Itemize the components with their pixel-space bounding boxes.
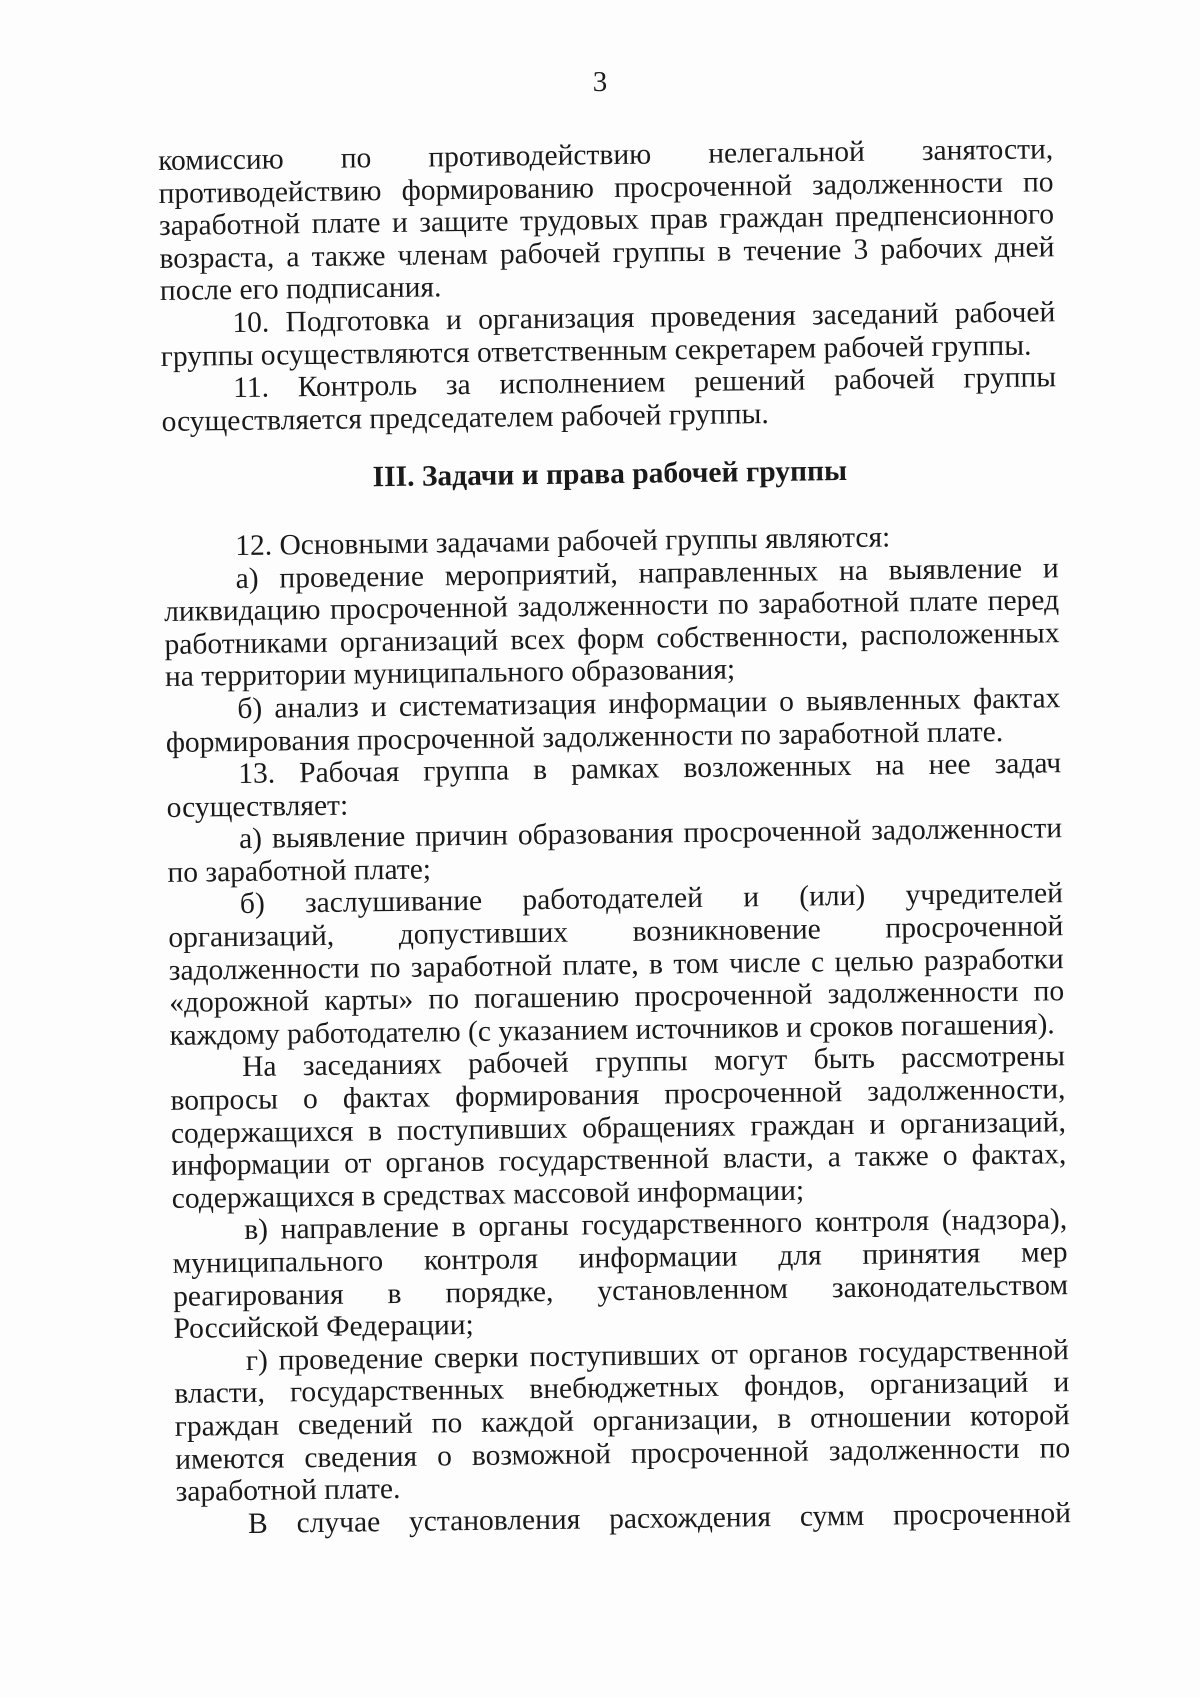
paragraph-item-13-b: б) заслушивание работодателей и (или) учредителей организаций, допустивших возникновение просроченной задолженности по заработной плате, в том числе с целью разработки «дорожной карты» по погашению просроченной задолженности по каждому работодателю (с указанием источников и сроков погашения). xyxy=(168,877,1065,1052)
paragraph-item-10: 10. Подготовка и организация проведения заседаний рабочей группы осуществляются ответственным секретарем рабочей группы. xyxy=(160,296,1056,373)
paragraph-continuation: комиссию по противодействию нелегальной занятости, противодействию формированию просроченной задолженности по заработной плате и защите трудовых прав граждан предпенсионного возраста, а также членам рабочей группы в течение 3 рабочих дней после его подписания. xyxy=(158,133,1055,308)
paragraph-item-12: 12. Основными задачами рабочей группы являются: xyxy=(235,521,891,562)
paragraph-item-13: 13. Рабочая группа в рамках возложенных на нее задач осуществляет: xyxy=(166,747,1062,824)
paragraph-item-12-b: б) анализ и систематизация информации о выявленных фактах формирования просроченной задолженности по заработной плате. xyxy=(165,682,1061,759)
paragraph-item-11: 11. Контроль за исполнением решений рабочей группы осуществляется председателем рабочей группы. xyxy=(161,361,1057,438)
paragraph-item-12-a: а) проведение мероприятий, направленных на выявление и ликвидацию просроченной задолженности по заработной плате перед работниками организаций всех форм собственности, расположенных на территории муниципального образования; xyxy=(163,551,1060,694)
paragraph-item-13-g: г) проведение сверки поступивших от органов государственной власти, государственных внебюджетных фондов, организаций и граждан сведений по каждой организации, в отношении которой имеются сведения о возможной просроченной задолженности по заработной плате. xyxy=(174,1333,1071,1509)
page-number: 3 xyxy=(592,66,608,98)
paragraph-item-13-a: а) выявление причин образования просроченной задолженности по заработной плате; xyxy=(167,812,1063,889)
section-heading: III. Задачи и права рабочей группы xyxy=(372,455,848,494)
document-body xyxy=(158,133,1071,1541)
paragraph-discrepancy: В случае установления расхождения сумм просроченной xyxy=(247,1496,1072,1540)
paragraph-meetings: На заседаниях рабочей группы могут быть рассмотрены вопросы о фактах формирования просроченной задолженности, содержащихся в поступивших обращениях граждан и организаций, информации от органов государственной власти, а также о фактах, содержащихся в средствах массовой информации; xyxy=(170,1040,1067,1215)
paragraph-item-13-v: в) направление в органы государственного контроля (надзора), муниципального контроля информации для принятия мер реагирования в порядке, установленном законодательством Российской Федерации; xyxy=(172,1203,1069,1346)
